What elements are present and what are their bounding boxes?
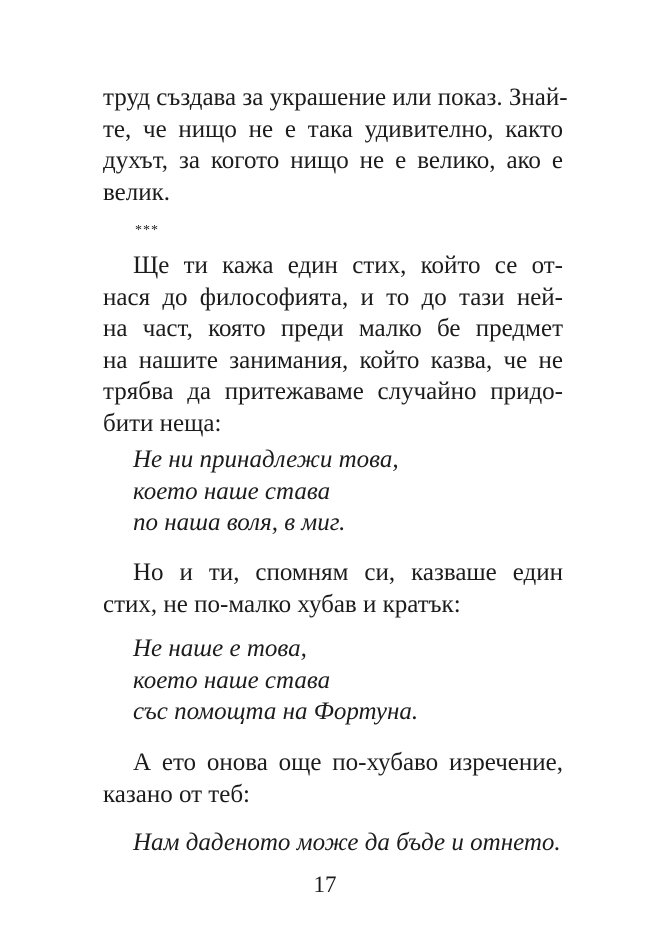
verse-line: Не ни принадлежи това,: [133, 446, 399, 473]
verse-line: което наше става: [133, 477, 331, 505]
text-line: нася до философията, и то до тази ней-: [103, 283, 563, 311]
text-line: стих, не по-малко хубав и кратък:: [103, 590, 461, 618]
verse-block-2: [103, 633, 563, 728]
verse-line: със помощта на Фортуна.: [133, 698, 419, 725]
paragraph-continued: [103, 82, 568, 208]
paragraph-saying-intro: [103, 747, 563, 810]
quote-line: [103, 827, 563, 859]
text-line: на нашите занимания, който казва, че не: [103, 346, 563, 374]
verse-block-1: [103, 444, 563, 539]
paragraph-second-verse-intro: [103, 557, 563, 620]
text-line: бити неща:: [103, 409, 222, 437]
section-separator: ***: [135, 223, 159, 238]
paragraph-verse-intro: [103, 250, 563, 439]
text-line: труд създава за украшение или показ. Знай-: [103, 84, 568, 111]
page-number: 17: [313, 872, 337, 897]
text-line: Ще ти кажа един стих, който се от-: [133, 252, 563, 279]
text-line: духът, за когото нищо не е велико, ако е: [103, 147, 563, 174]
text-line: те, че нищо не е така удивително, както: [103, 115, 563, 143]
text-line: на част, която преди малко бе предмет: [103, 315, 563, 342]
verse-line: Не наше е това,: [133, 635, 307, 662]
verse-line: по наша воля, в миг.: [133, 509, 346, 536]
text-line: А ето онова още по-хубаво изречение,: [133, 749, 563, 776]
verse-line: което наше става: [133, 666, 331, 694]
text-line: Но и ти, спомням си, казваше един: [133, 559, 563, 586]
verse-line: Нам даденото може да бъде и отнето.: [133, 829, 561, 856]
text-line: трябва да притежаваме случайно придо-: [103, 378, 563, 405]
text-line: казано от теб:: [103, 780, 250, 808]
text-line: велик.: [103, 178, 171, 206]
